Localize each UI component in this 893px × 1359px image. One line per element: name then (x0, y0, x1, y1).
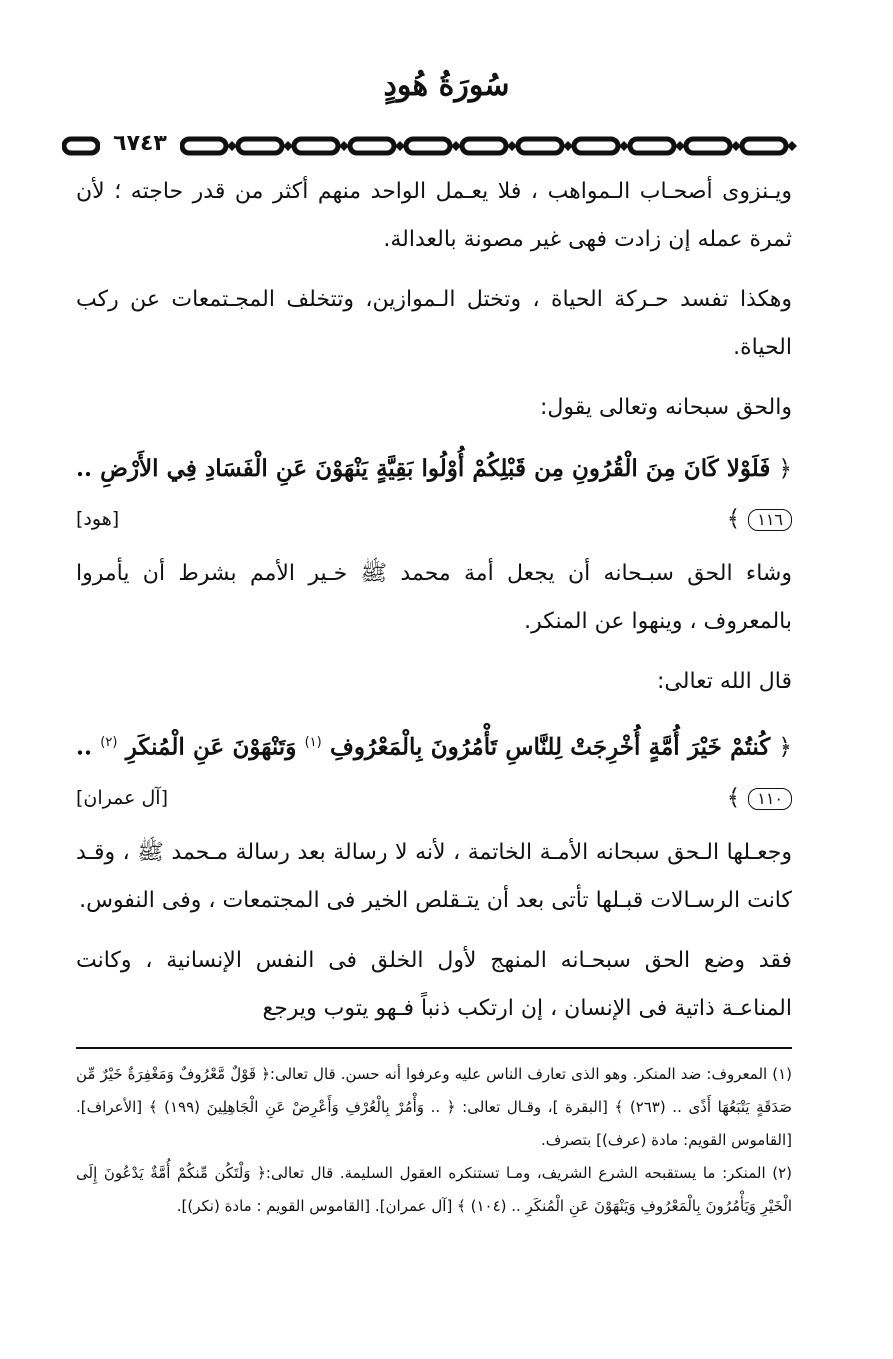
verse-close-bracket: ﴾ (726, 784, 741, 811)
chain-link (182, 139, 226, 153)
ayah-number: ١١٠ (748, 788, 792, 810)
paragraph: والحق سبحانه وتعالى يقول: (540, 395, 792, 420)
verse-close-bracket: ﴾ (726, 506, 741, 532)
surah-title: سُورَةُ هُودٍ (383, 68, 510, 103)
ayah-number: ١١٦ (748, 509, 792, 531)
chain-diamond (787, 141, 797, 151)
page-number: ٦٧٤٣ (100, 128, 180, 160)
paragraph: فقد وضع الحق سبحـانه المنهج لأول الخلق فى النفس الإنسانية ، وكانت المناعـة ذاتية فى الإنسان ، إن ارتكب ذنباً فـهو يتوب ويرجع (76, 947, 792, 1021)
verse-dots: .. (76, 733, 93, 761)
paragraph: وهكذا تفسد حـركة الحياة ، وتختل الـموازين، وتتخلف المجـتمعات عن ركب الحياة. (76, 287, 792, 360)
chain-link (630, 139, 674, 153)
footnote-marker: (١) (304, 735, 322, 750)
quran-verse-al-imran (76, 718, 792, 823)
paragraph: وجعـلها الـحق سبحانه الأمـة الخاتمة ، لأنه لا رسالة بعد رسالة مـحمد ﷺ ، وقـد كانت الرسـالات قبـلها تأتى بعد أن يتـقلص الخير فى المجتمعات ، وفى النفوس. (76, 839, 792, 913)
footnote-marker: (٢) (100, 735, 118, 750)
chain-link (294, 139, 338, 153)
quran-verse-hud (76, 444, 792, 544)
paragraph: ويـنزوى أصحـاب الـمواهب ، فلا يعـمل الواحد منهم أكثر من قدر حاجته ؛ لأن ثمرة عمله إن زادت فهى غير مصونة بالعدالة. (76, 179, 792, 252)
main-text (76, 168, 792, 1045)
verse-reference: [آل عمران] (76, 786, 168, 809)
chain-link (64, 139, 98, 153)
verse-open-bracket: ﴿ (778, 734, 792, 761)
verse-text: وَتَنْهَوْنَ عَنِ الْمُنكَرِ (125, 733, 297, 761)
footnote-divider (76, 1047, 792, 1049)
footnote-2: (٢) المنكر: ما يستقبحه الشرع الشريف، ومـا تستنكره العقول السليمة. قال تعالى:﴿ وَلْتَكُن مِّنكُمْ أُمَّةٌ يَدْعُونَ إِلَى الْخَيْرِ وَيَأْمُرُونَ بِالْمَعْرُوفِ وَيَنْهَوْنَ عَنِ الْمُنكَرِ .. (١٠٤) ﴾ [آل عمران]. [القاموس القويم : مادة (نكر)]. (76, 1164, 792, 1215)
header-ornament (62, 130, 822, 162)
footnotes (76, 1058, 792, 1223)
chain-link (462, 139, 506, 153)
chain-link (406, 139, 450, 153)
paragraph: وشاء الحق سبـحانه أن يجعل أمة محمد ﷺ خـير الأمم بشرط أن يأمروا بالمعروف ، وينهوا عن المنكر. (76, 561, 792, 634)
footnote-1: (١) المعروف: ضد المنكر. وهو الذى تعارف الناس عليه وعرفوا أنه حسن. قال تعالى:﴿ قَوْلٌ مَّعْرُوفٌ وَمَغْفِرَةٌ خَيْرٌ مِّن صَدَقَةٍ يَتْبَعُهَا أَذًى .. (٢٦٣) ﴾ [البقرة ]، وقـال تعالى: ﴿ .. وَأْمُرْ بِالْعُرْفِ وَأَعْرِضْ عَنِ الْجَاهِلِينَ (١٩٩) ﴾ [الأعراف]. [القاموس القويم: مادة (عرف)] بتصرف. (76, 1065, 792, 1149)
verse-reference: [هود] (76, 508, 120, 530)
verse-open-bracket: ﴿ (778, 456, 792, 482)
chain-link (350, 139, 394, 153)
chain-link (574, 139, 618, 153)
verse-text: كُنتُمْ خَيْرَ أُمَّةٍ أُخْرِجَتْ لِلنَّاسِ تَأْمُرُونَ بِالْمَعْرُوفِ (329, 733, 771, 761)
chain-link (686, 139, 730, 153)
chain-link (518, 139, 562, 153)
paragraph: قال الله تعالى: (657, 669, 792, 694)
chain-link (238, 139, 282, 153)
chain-link (742, 139, 786, 153)
verse-text: فَلَوْلا كَانَ مِنَ الْقُرُونِ مِن قَبْلِكُمْ أُوْلُوا بَقِيَّةٍ يَنْهَوْنَ عَنِ الْفَسَادِ فِي الأَرْضِ .. (76, 455, 771, 482)
